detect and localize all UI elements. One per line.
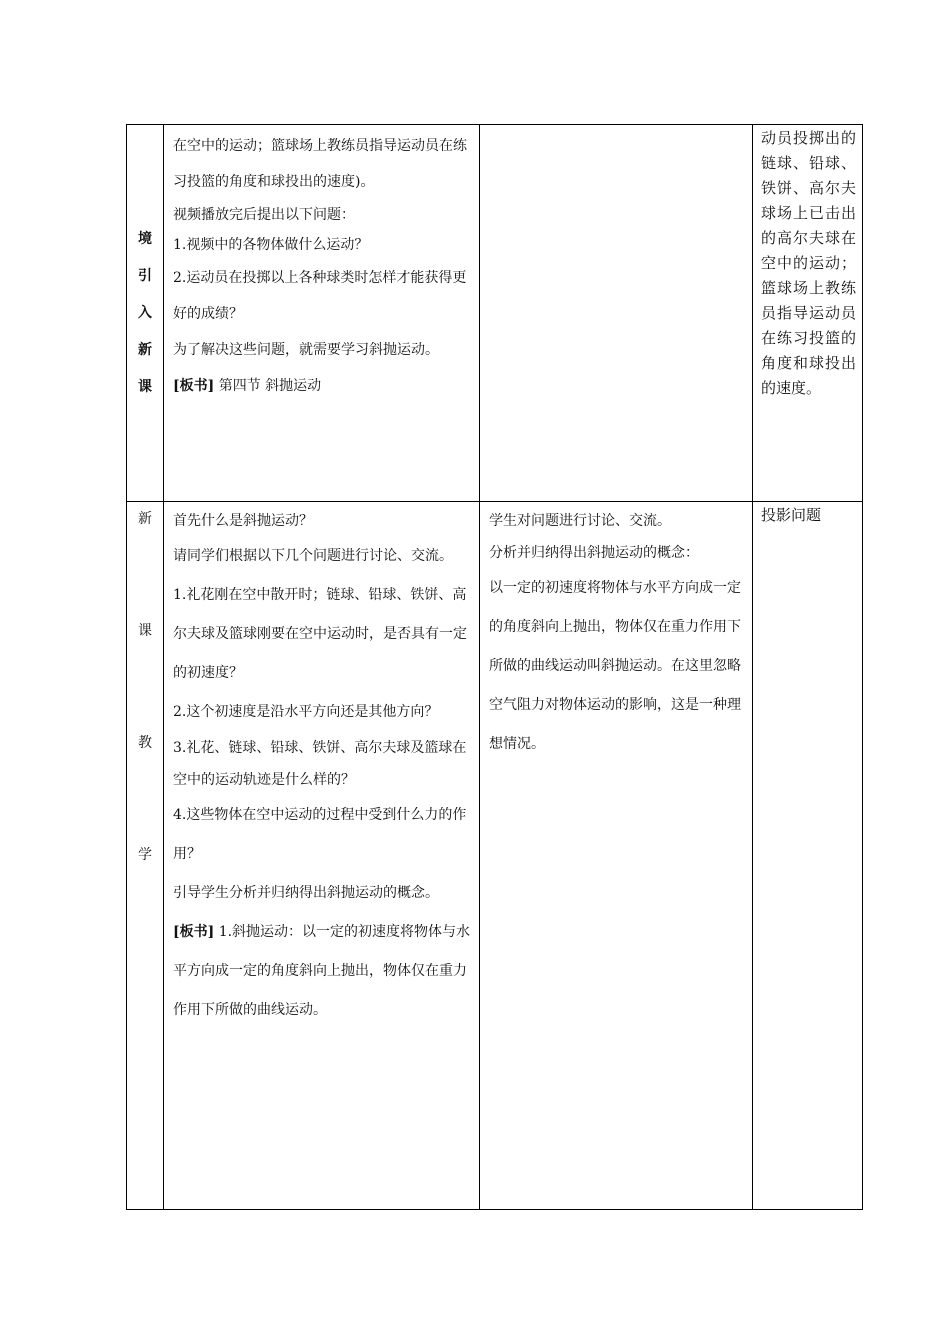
blackboard-note <box>173 368 471 404</box>
teacher-paragraph: 4.这些物体在空中运动的过程中受到什么力的作用？ <box>173 807 467 862</box>
stage-char: 教 <box>138 735 152 751</box>
table-row <box>127 125 863 502</box>
stage-label-intro <box>127 125 164 502</box>
stage-char: 学 <box>138 847 152 863</box>
teacher-paragraph: 在空中的运动；篮球场上教练员指导运动员在练习投篮的角度和球投出的速度)。 <box>173 138 467 190</box>
teacher-paragraph: 1.视频中的各物体做什么运动？ <box>173 237 369 253</box>
student-activity-cell <box>480 125 753 502</box>
teacher-paragraph: 引导学生分析并归纳得出斜抛运动的概念。 <box>173 885 439 901</box>
teacher-paragraph: 请同学们根据以下几个问题进行讨论、交流。 <box>173 548 453 564</box>
teacher-paragraph: 3.礼花、链球、铅球、铁饼、高尔夫球及篮球在空中的运动轨迹是什么样的？ <box>173 740 467 788</box>
table-row <box>127 502 863 1210</box>
teacher-paragraph: 1.礼花刚在空中散开时；链球、铅球、铁饼、高尔夫球及篮球刚要在空中运动时，是否具有一定的初速度？ <box>173 587 467 681</box>
teacher-activity-cell <box>164 502 480 1210</box>
stage-char: 境 <box>138 230 152 247</box>
stage-char: 引 <box>138 267 152 284</box>
teacher-paragraph: 2.运动员在投掷以上各种球类时怎样才能获得更好的成绩？ <box>173 270 467 322</box>
teacher-paragraph: 2.这个初速度是沿水平方向还是其他方向？ <box>173 704 439 720</box>
teacher-activity-cell <box>164 125 480 502</box>
board-text: 第四节 斜抛运动 <box>214 378 322 394</box>
student-paragraph: 以一定的初速度将物体与水平方向成一定的角度斜向上抛出，物体仅在重力作用下所做的曲线运动叫斜抛运动。在这里忽略空气阻力对物体运动的影响，这是一种理想情况。 <box>489 580 741 752</box>
stage-label-new-lesson <box>127 502 164 1210</box>
teacher-paragraph: 视频播放完后提出以下问题： <box>173 207 355 223</box>
student-paragraph: 学生对问题进行讨论、交流。 <box>489 513 671 529</box>
teacher-paragraph: 首先什么是斜抛运动？ <box>173 513 313 529</box>
stage-char: 新 <box>138 341 152 358</box>
board-text: 1.斜抛运动：以一定的初速度将物体与水平方向成一定的角度斜向上抛出，物体仅在重力作用下所做的曲线运动。 <box>173 924 471 1018</box>
board-label: [板书] <box>173 378 215 394</box>
stage-char: 课 <box>138 378 152 395</box>
lesson-plan-table <box>126 124 863 1210</box>
stage-char: 新 <box>138 511 152 527</box>
media-note-cell: 动员投掷出的链球、铅球、铁饼、高尔夫球场上已击出的高尔夫球在空中的运动；篮球场上教练员指导运动员在练习投篮的角度和球投出的速度。 <box>753 125 863 502</box>
board-label: [板书] <box>173 924 215 940</box>
stage-char: 入 <box>138 304 152 321</box>
blackboard-note <box>173 913 471 1030</box>
student-paragraph: 分析并归纳得出斜抛运动的概念： <box>489 545 699 561</box>
stage-char: 课 <box>138 623 152 639</box>
student-activity-cell <box>480 502 753 1210</box>
teacher-paragraph: 为了解决这些问题，就需要学习斜抛运动。 <box>173 342 439 358</box>
media-note-cell: 投影问题 <box>753 502 863 1210</box>
